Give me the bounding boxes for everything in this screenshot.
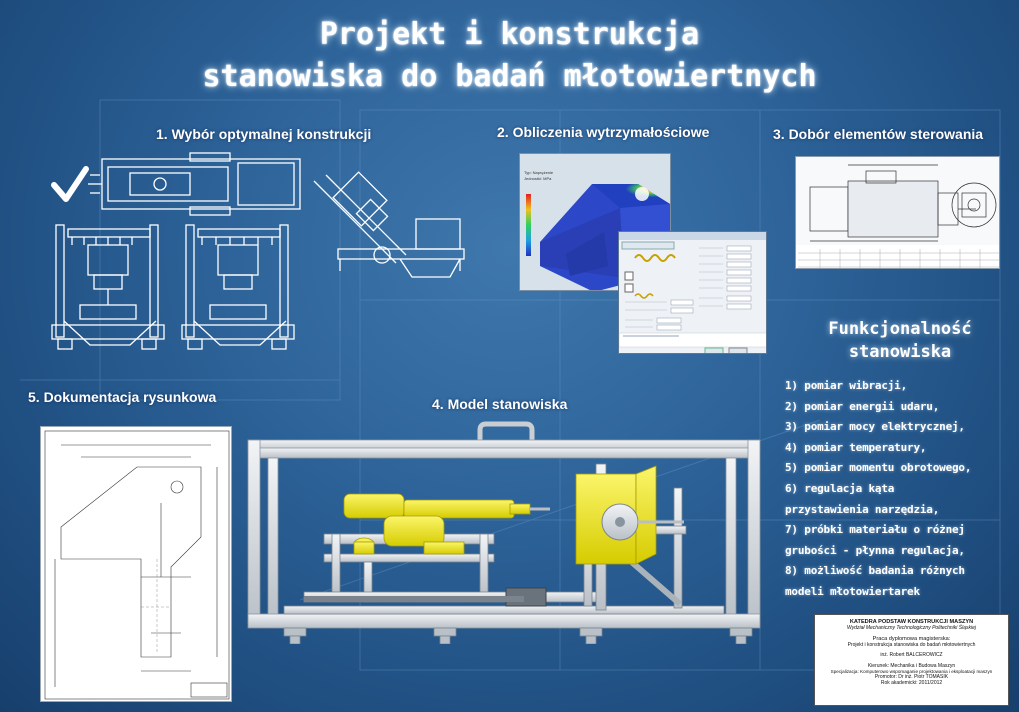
checkmark-icon [54,169,86,199]
functionality-item: 8) możliwość badania różnych [785,564,965,578]
poster-title [0,14,1019,98]
poster-title-line1: Projekt i konstrukcja [319,17,700,52]
functionality-item: 3) pomiar mocy elektrycznej, [785,420,965,434]
functionality-title-line1: Funkcjonalność [828,319,972,339]
author-name: inż. Robert BALCEROWICZ [880,652,943,658]
thesis-title: Projekt i konstrukcja stanowiska do badań młotowiertnych [847,642,976,648]
functionality-item: modeli młotowiertarek [785,584,920,598]
concept-sketches [40,145,470,365]
functionality-item: 7) próbki materiału o różnej [785,523,965,537]
concept-front-view-b [182,225,294,349]
calculation-dialog-image [618,231,767,354]
section-heading-2: 2. Obliczenia wytrzymałościowe [497,124,710,140]
department-name: KATEDRA PODSTAW KONSTRUKCJI MASZYN [849,619,974,625]
motor-datasheet-image [795,156,1000,269]
specialization: Specjalizacja: Komputerowo wspomaganie projektowania i eksploatacji maszyn [830,669,993,674]
concept-top-view [88,153,300,215]
functionality-item: 1) pomiar wibracji, [785,379,908,392]
functionality-item: 6) regulacja kąta [785,481,895,495]
functionality-title [785,318,1015,364]
field-of-study: Kierunek: Mechanika i Budowa Maszyn [867,663,956,669]
functionality-item: 4) pomiar temperatury, [785,440,927,454]
section-heading-1: 1. Wybór optymalnej konstrukcji [156,126,372,142]
section-heading-5: 5. Dokumentacja rysunkowa [28,389,217,405]
supervisor: Promotor: Dr inż. Piotr TOMASIK [874,674,949,680]
concept-tilted-view [314,172,464,277]
thesis-info-box [814,614,1009,706]
section-heading-4: 4. Model stanowiska [432,396,568,412]
poster-title-line2: stanowiska do badań młotowiertnych [202,59,817,94]
svg-text:Jednostki: MPa: Jednostki: MPa [524,176,552,181]
concept-front-view-a [52,225,164,349]
functionality-list [785,376,1017,603]
section-heading-3: 3. Dobór elementów sterowania [773,126,984,142]
functionality-item: 5) pomiar momentu obrotowego, [785,461,972,475]
test-stand-3d-model [244,418,764,644]
functionality-title-line2: stanowiska [848,342,952,362]
functionality-item: przystawienia narzędzia, [785,502,940,516]
functionality-item: grubości - płynna regulacja, [785,543,965,557]
thesis-type: Praca dyplomowa magisterska: [872,636,951,642]
svg-text:Typ: Naprężenie: Typ: Naprężenie [524,170,554,175]
academic-year: Rok akademicki: 2011/2012 [880,680,943,686]
functionality-item: 2) pomiar energii udaru, [785,399,940,413]
faculty-name: Wydział Mechaniczny Technologiczny Politechniki Śląskiej [846,625,977,631]
technical-drawing-image [40,426,232,702]
